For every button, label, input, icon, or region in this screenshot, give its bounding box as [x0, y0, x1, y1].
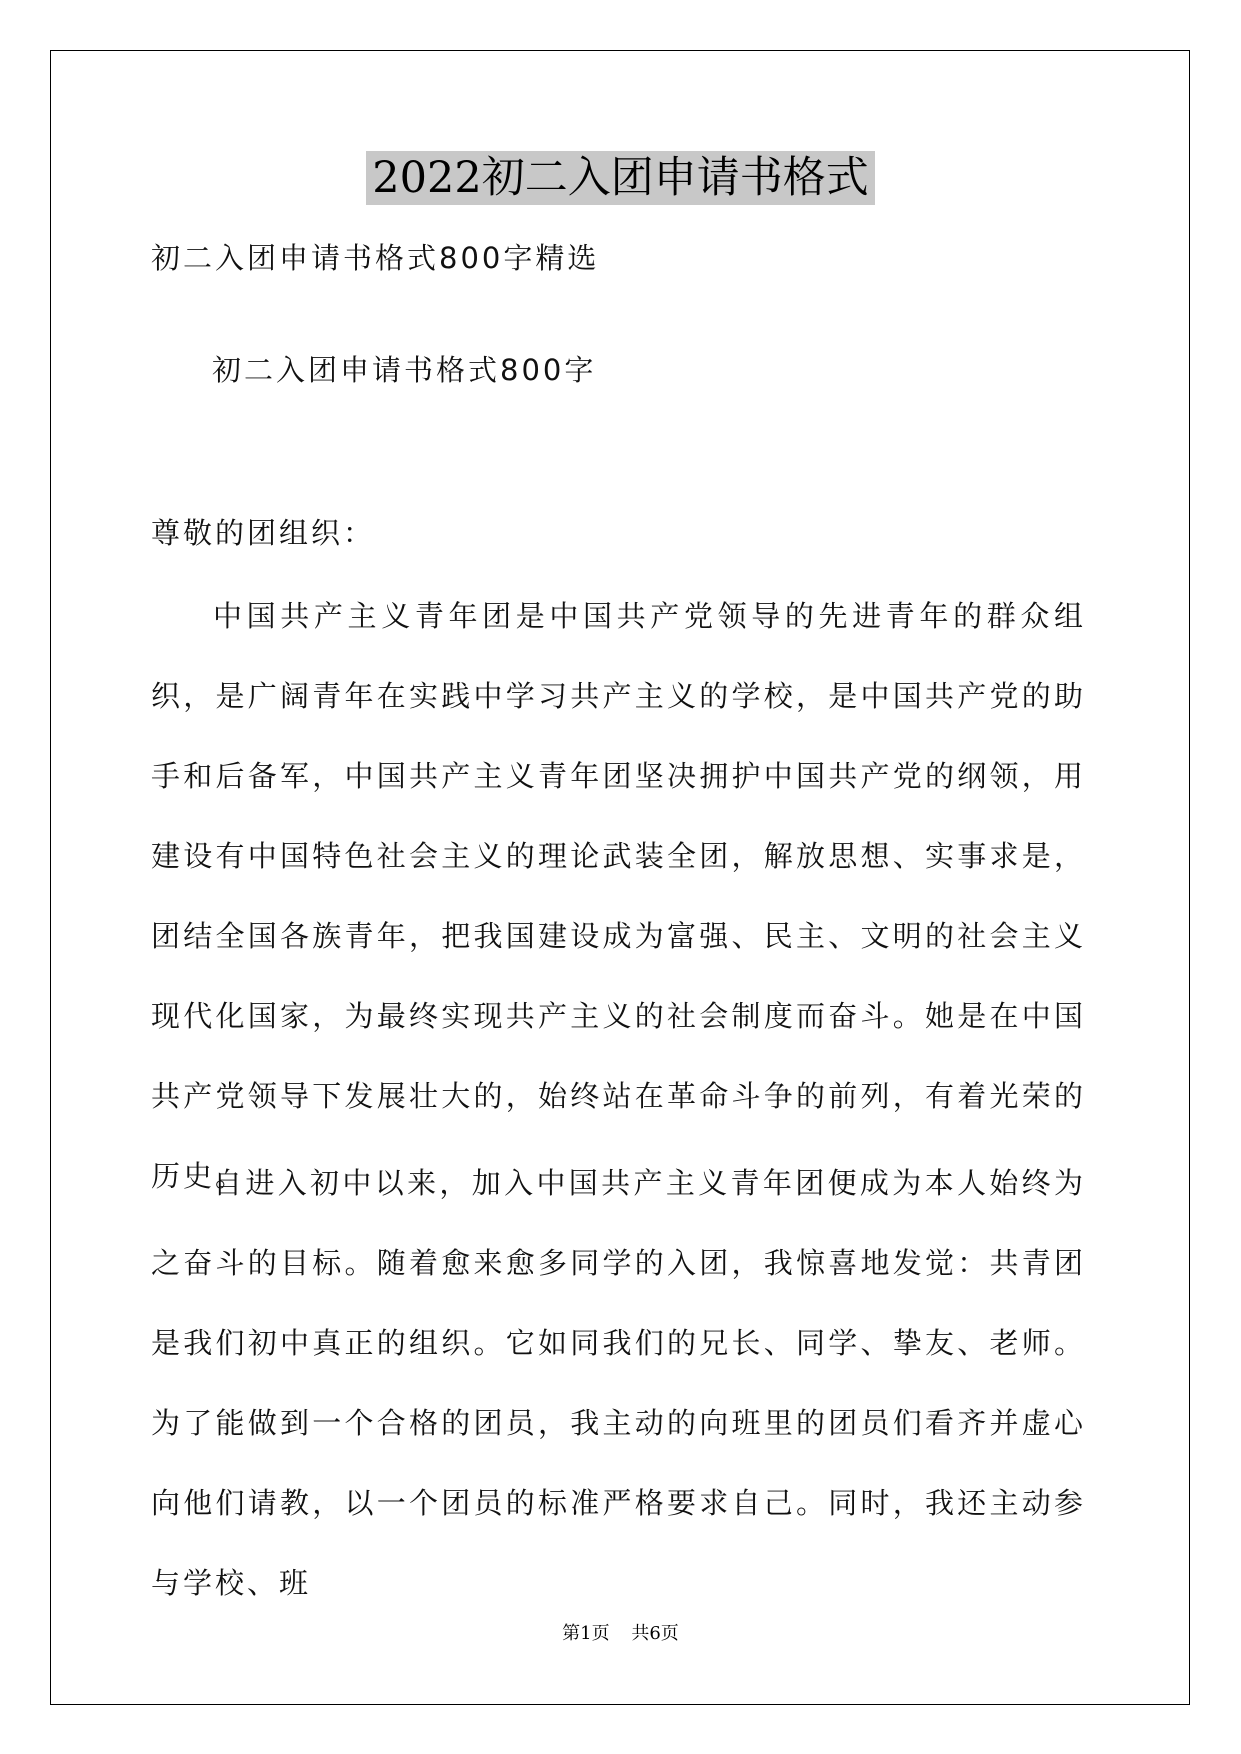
salutation: 尊敬的团组织：: [151, 516, 376, 550]
body-paragraph-1: 中国共产主义青年团是中国共产党领导的先进青年的群众组织，是广阔青年在实践中学习共产主义的学校，是中国共产党的助手和后备军，中国共产主义青年团坚决拥护中国共产党的纲领，用建设有中国特色社会主义的理论武装全团，解放思想、实事求是，团结全国各族青年，把我国建设成为富强、民主、文明的社会主义现代化国家，为最终实现共产主义的社会制度而奋斗。她是在中国共产党领导下发展壮大的，始终站在革命斗争的前列，有着光荣的历史。: [151, 599, 1086, 1193]
document-title-text: 2022初二入团申请书格式: [366, 151, 874, 205]
page-number: 第1页: [562, 1623, 610, 1644]
document-title: [0, 150, 1241, 206]
page-footer: [0, 1622, 1241, 1646]
body-paragraph-2: 自进入初中以来，加入中国共产主义青年团便成为本人始终为之奋斗的目标。随着愈来愈多同学的入团，我惊喜地发觉：共青团是我们初中真正的组织。它如同我们的兄长、同学、挚友、老师。为了能做到一个合格的团员，我主动的向班里的团员们看齐并虚心向他们请教，以一个团员的标准严格要求自己。同时，我还主动参与学校、班: [151, 1166, 1086, 1600]
page-total: 共6页: [631, 1623, 679, 1644]
document-subtitle-indented: 初二入团申请书格式800字: [212, 353, 597, 387]
document-subtitle: 初二入团申请书格式800字精选: [151, 241, 600, 275]
